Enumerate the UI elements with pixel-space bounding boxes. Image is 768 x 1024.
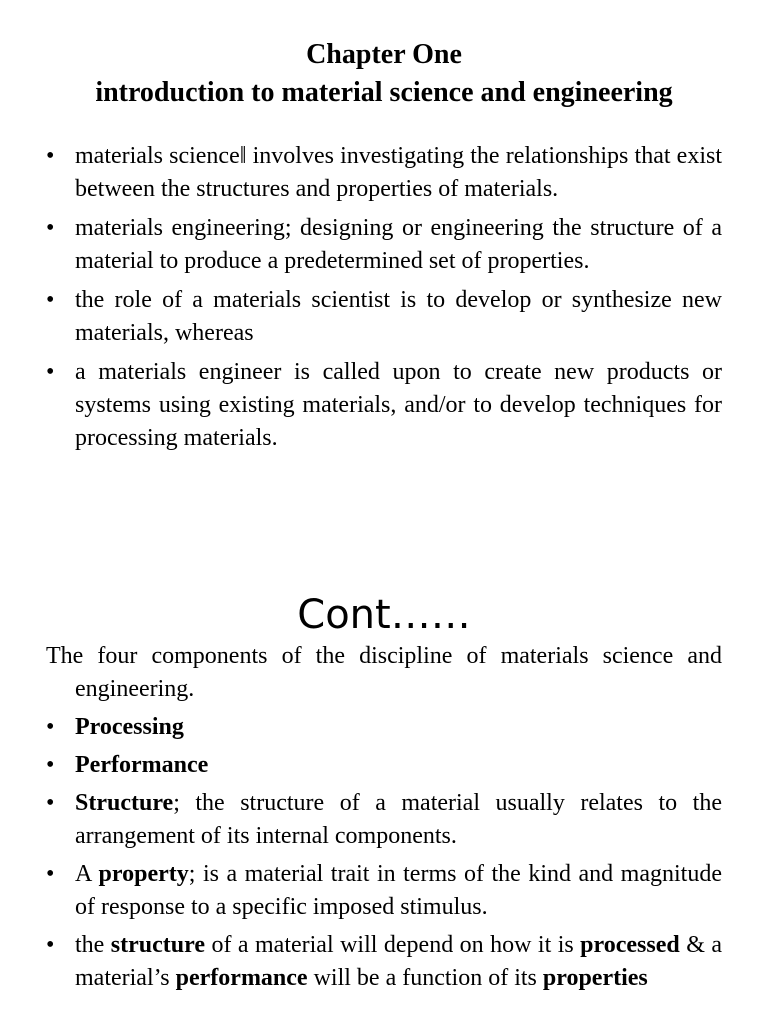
- list-item: [46, 711, 722, 744]
- bullet-icon: •: [46, 215, 55, 241]
- list-item-text: materials science‖ involves investigating the relationships that exist between the structures and properties of materials.: [75, 143, 722, 202]
- slide1-title-line1: Chapter One: [306, 39, 462, 70]
- slide1-title: [0, 36, 768, 112]
- slide2-content: [46, 640, 722, 995]
- list-item: [46, 858, 722, 924]
- term-performance: Performance: [75, 752, 209, 778]
- structure-definition: ; the structure of a material usually relates to the arrangement of its internal components.: [75, 790, 722, 849]
- term-structure: Structure: [75, 790, 174, 816]
- term-properties: properties: [542, 965, 648, 991]
- list-item: [46, 787, 722, 853]
- list-item-text: materials engineering; designing or engineering the structure of a material to produce a predetermined set of properties.: [75, 215, 722, 274]
- list-item: [46, 284, 722, 350]
- bullet-icon: •: [46, 790, 55, 816]
- list-item: [46, 212, 722, 278]
- term-property: property: [98, 861, 189, 887]
- list-item: [46, 749, 722, 782]
- bullet-icon: •: [46, 714, 55, 740]
- list-item: [46, 356, 722, 455]
- bullet-icon: •: [46, 143, 55, 169]
- slide1-title-line2: introduction to material science and engineering: [95, 77, 673, 108]
- term-processing: Processing: [75, 714, 184, 740]
- term-processed: processed: [580, 932, 680, 958]
- list-item: [46, 929, 722, 995]
- list-item: [46, 140, 722, 206]
- slide1-bullet-list: [46, 140, 722, 461]
- slide2-title: Cont……: [297, 592, 471, 638]
- list-item-text: the role of a materials scientist is to develop or synthesize new materials, whereas: [75, 287, 722, 346]
- intro-paragraph: The four components of the discipline of materials science and engineering.: [46, 643, 722, 702]
- property-prefix: A: [75, 861, 99, 887]
- term-structure-2: structure: [110, 932, 205, 958]
- property-definition: ; is a material trait in terms of the kind and magnitude of response to a specific imposed stimulus.: [75, 861, 722, 920]
- bullet-icon: •: [46, 752, 55, 778]
- bullet-icon: •: [46, 287, 55, 313]
- bullet-icon: •: [46, 861, 55, 887]
- relation-text-3: & a material’s: [75, 932, 722, 991]
- relation-text-4: will be a function of its: [307, 965, 543, 991]
- list-item-text: a materials engineer is called upon to create new products or systems using existing materials, and/or to develop techniques for processing materials.: [75, 359, 722, 451]
- relation-text-1: the: [75, 932, 111, 958]
- bullet-icon: •: [46, 359, 55, 385]
- relation-text-2: of a material will depend on how it is: [204, 932, 581, 958]
- bullet-icon: •: [46, 932, 55, 958]
- term-performance-2: performance: [175, 965, 308, 991]
